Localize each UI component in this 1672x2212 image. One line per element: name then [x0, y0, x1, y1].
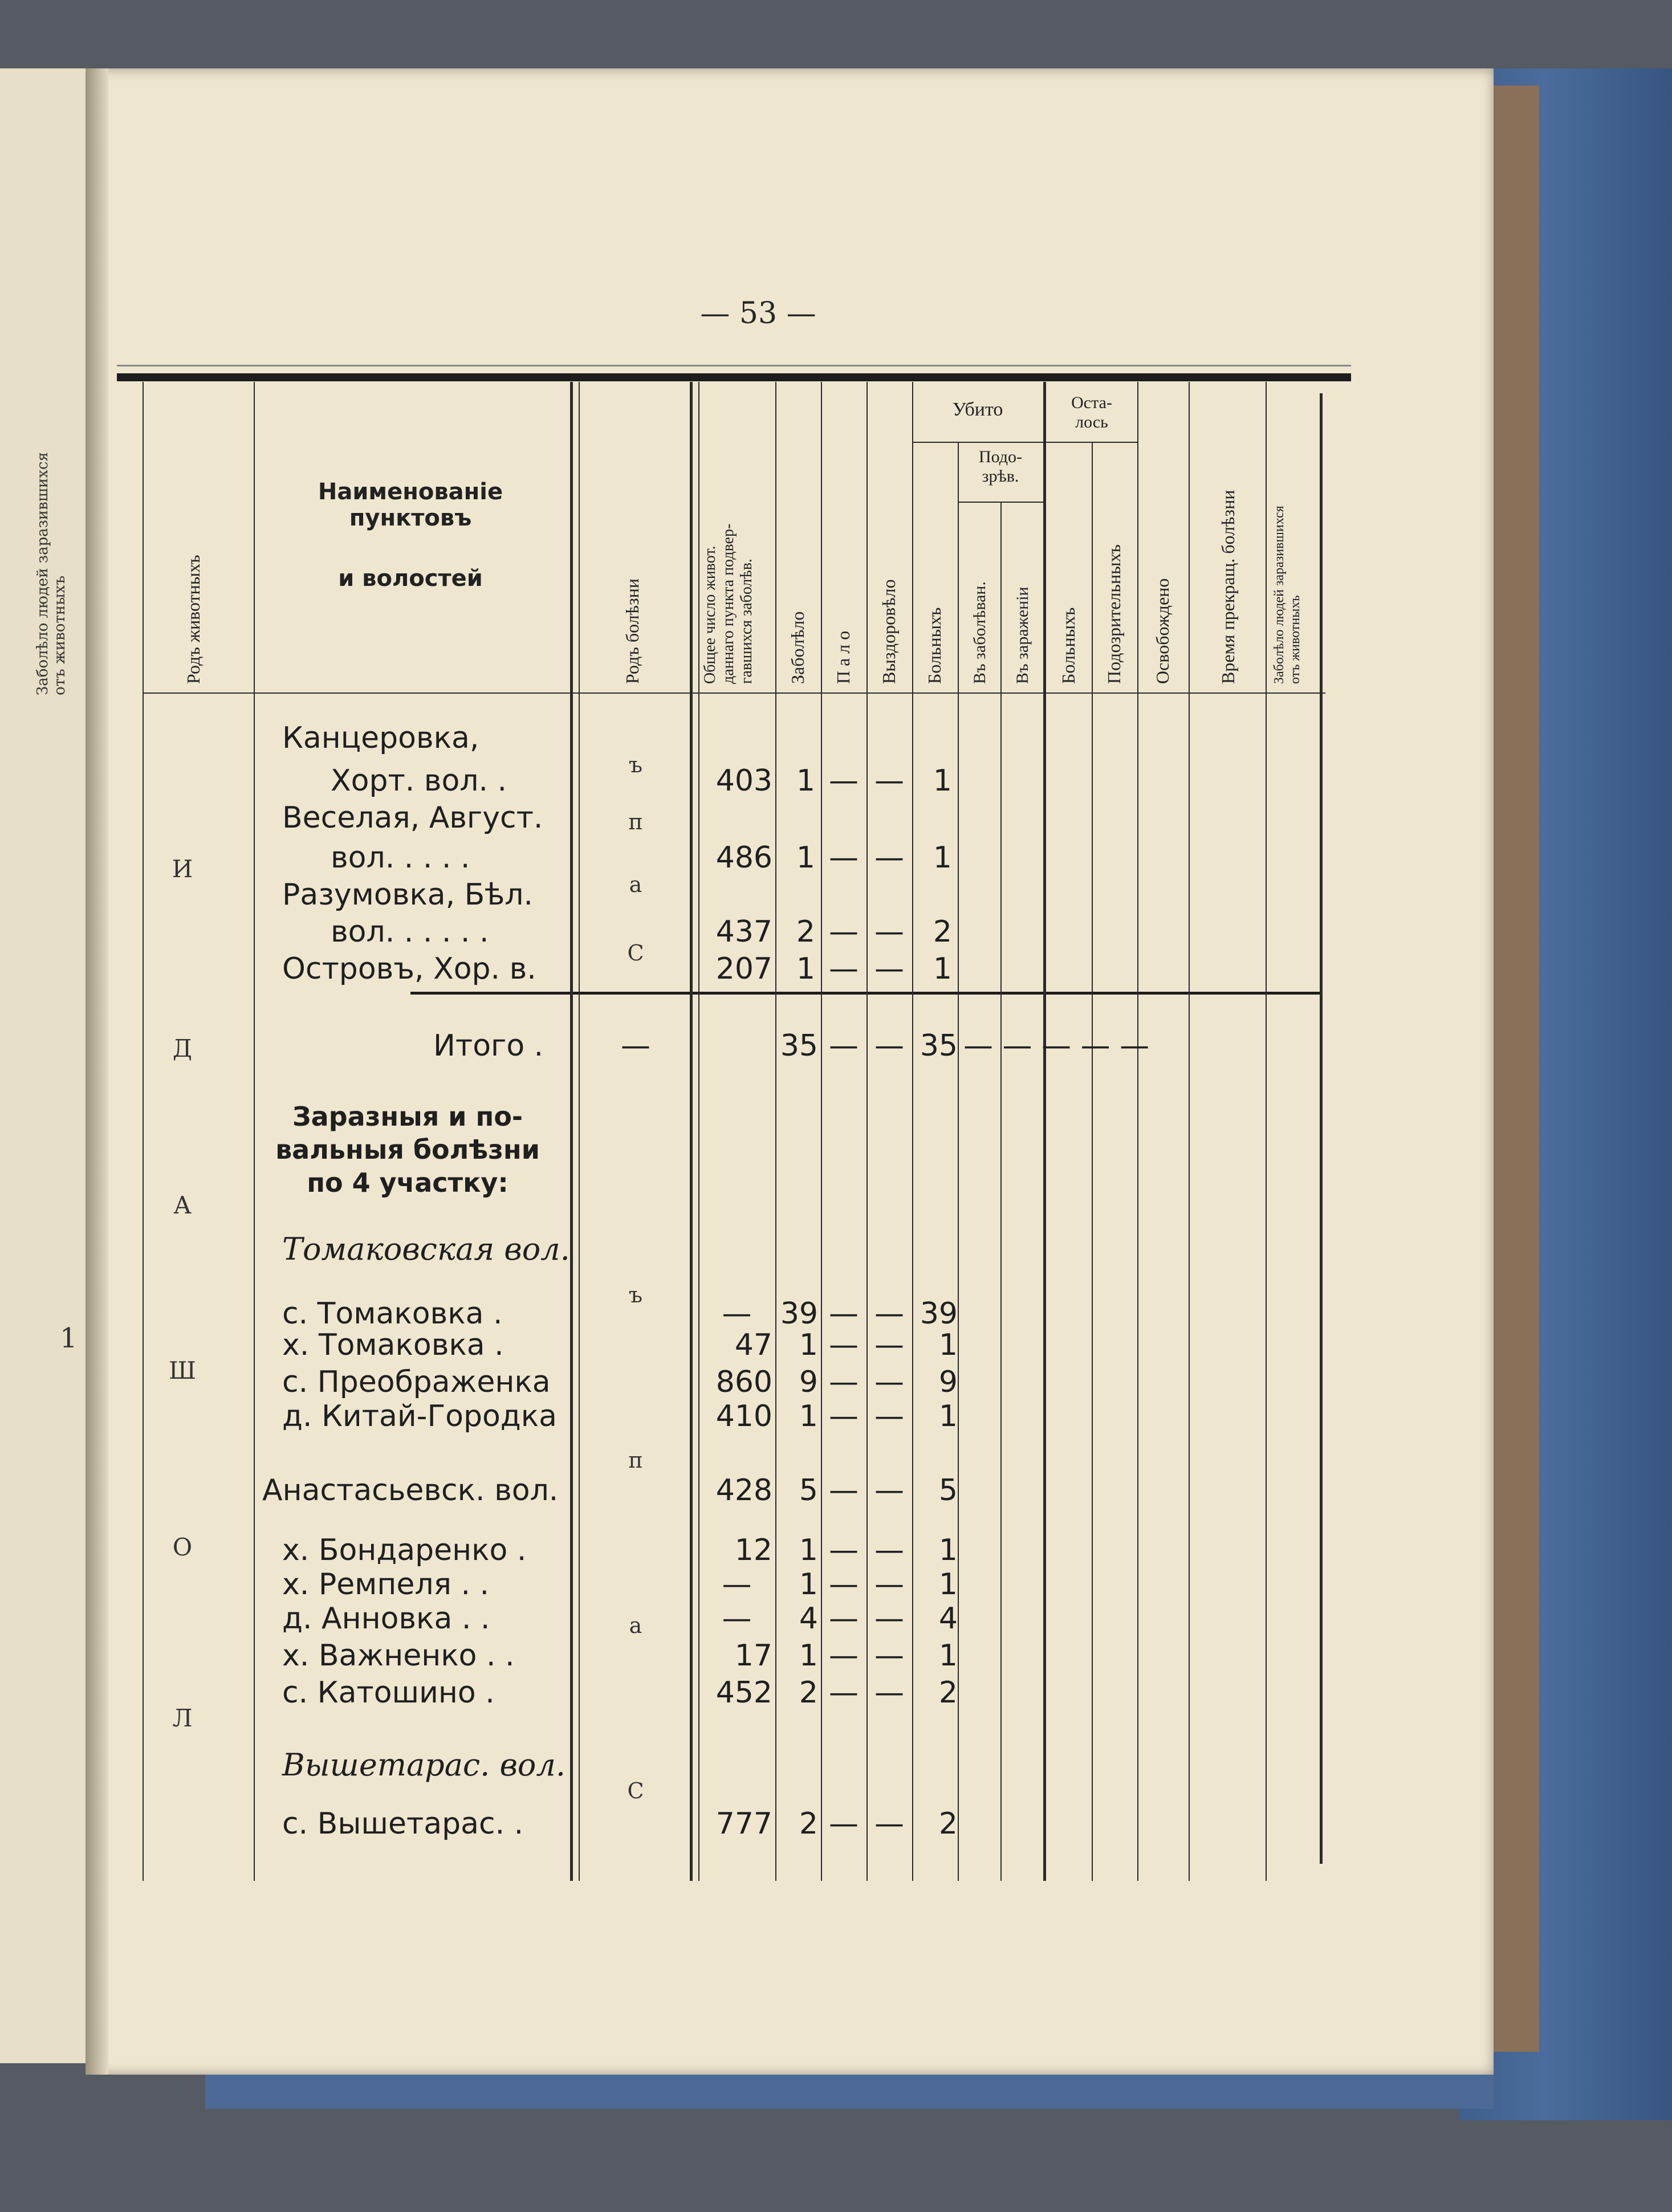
- row-name: вол. . . . . .: [331, 915, 489, 949]
- ill-cell: 2: [799, 1676, 818, 1710]
- book-spine-edge: [1488, 85, 1539, 2052]
- died-cell: —: [829, 1365, 859, 1399]
- section-title-line: Заразныя и по-: [292, 1101, 523, 1132]
- row-name: Канцеровка,: [282, 721, 479, 755]
- row-name: х. Важненко . .: [282, 1639, 515, 1673]
- header-remained-sick: Больныхъ: [1058, 607, 1079, 684]
- sick-cell: 35: [920, 1029, 958, 1063]
- recovered-cell: —: [874, 1399, 904, 1433]
- died-cell: —: [829, 952, 859, 986]
- total-cell: 428: [715, 1473, 772, 1508]
- sick-cell: 39: [920, 1297, 958, 1331]
- died-cell: —: [829, 1639, 859, 1673]
- died-cell: —: [829, 1807, 859, 1841]
- header-died: П а л о: [833, 630, 853, 684]
- row-name: х. Ремпеля . .: [282, 1567, 490, 1602]
- col-line: [579, 382, 580, 1881]
- disease-letter: п: [628, 1448, 643, 1473]
- sick-cell: 1: [938, 1328, 958, 1362]
- row-name: с. Катошино .: [282, 1676, 495, 1710]
- sick-cell: 1: [933, 841, 952, 875]
- row-name: д. Анновка . .: [282, 1602, 490, 1636]
- recovered-cell: —: [874, 1639, 904, 1673]
- section-title-line: вальныя болѣзни: [275, 1134, 540, 1165]
- ill-cell: 5: [799, 1473, 818, 1508]
- died-cell: —: [829, 1029, 859, 1063]
- header-killed-sick: Больныхъ: [924, 607, 945, 684]
- left-page-header: Заболѣло людей заразившихся отъ животныхъ: [34, 452, 68, 695]
- sick-cell: 2: [933, 915, 952, 949]
- row-name: вол. . . . .: [331, 841, 470, 875]
- recovered-cell: —: [874, 1365, 904, 1399]
- sick-cell: 1: [933, 952, 952, 986]
- col-line: [143, 382, 144, 1881]
- recovered-cell: —: [874, 1029, 904, 1063]
- volost-heading: Томаковская вол.: [282, 1231, 570, 1267]
- col-line: [570, 382, 573, 1881]
- sick-cell: 2: [938, 1807, 958, 1841]
- total-cell: —: [722, 1602, 752, 1636]
- col-line: [1092, 442, 1093, 1881]
- col-line: [958, 442, 959, 1881]
- total-cell: 860: [715, 1365, 772, 1399]
- total-cell: 47: [734, 1328, 772, 1362]
- ill-cell: 1: [796, 841, 815, 875]
- total-cell: 410: [715, 1399, 772, 1433]
- header-names-line2: и волостей: [338, 565, 483, 592]
- header-remained: Оста- лось: [1071, 393, 1112, 431]
- died-cell: —: [829, 764, 859, 798]
- page-gutter: [86, 68, 108, 2075]
- recovered-cell: —: [874, 841, 904, 875]
- ill-cell: 1: [799, 1328, 818, 1362]
- col-line: [1043, 382, 1046, 1881]
- total-cell: 452: [715, 1676, 772, 1710]
- col-line: [1320, 393, 1323, 1864]
- ill-cell: 1: [799, 1533, 818, 1567]
- animal-kind-letter: Л: [172, 1704, 193, 1732]
- recovered-cell: —: [874, 952, 904, 986]
- died-cell: —: [829, 1676, 859, 1710]
- ill-cell: 9: [799, 1365, 818, 1399]
- recovered-cell: —: [874, 1567, 904, 1602]
- volost-heading: Анастасьевск. вол.: [262, 1473, 559, 1508]
- recovered-cell: —: [874, 1533, 904, 1567]
- col-line: [1137, 382, 1138, 1881]
- animal-kind-letter: О: [172, 1533, 193, 1561]
- sick-cell: 2: [938, 1676, 958, 1710]
- row-name: д. Китай-Городка: [282, 1399, 558, 1433]
- ill-cell: 2: [799, 1807, 818, 1841]
- header-released: Освобождено: [1152, 578, 1173, 684]
- animal-kind-letter: И: [172, 855, 193, 883]
- killed-sub-rule: [912, 442, 1043, 443]
- col-line: [690, 382, 693, 1881]
- sick-cell: 1: [938, 1639, 958, 1673]
- row-name: с. Вышетарас. .: [282, 1807, 524, 1841]
- disease-letter: а: [629, 872, 642, 897]
- sick-cell: 9: [938, 1365, 958, 1399]
- total-cell: 437: [715, 915, 772, 949]
- header-names: [257, 479, 564, 626]
- died-cell: —: [829, 1297, 859, 1331]
- header-names-line1: Наименованіе пунктовъ: [318, 479, 503, 531]
- ill-cell: 1: [799, 1567, 818, 1602]
- died-cell: —: [829, 1533, 859, 1567]
- recovered-cell: —: [874, 1297, 904, 1331]
- disease-letter: ъ: [628, 752, 643, 777]
- header-bottom-rule: [143, 692, 1325, 694]
- disease-letter: С: [627, 940, 644, 966]
- sick-cell: 1: [938, 1533, 958, 1567]
- section-title-line: по 4 участку:: [307, 1167, 508, 1198]
- row-name: Хорт. вол. .: [331, 764, 507, 798]
- recovered-cell: —: [874, 764, 904, 798]
- total-cell: 403: [715, 764, 772, 798]
- died-cell: —: [829, 1328, 859, 1362]
- header-in-infection: Въ зараженіи: [1013, 586, 1032, 684]
- total-cell: —: [722, 1567, 752, 1602]
- died-cell: —: [829, 1567, 859, 1602]
- total-cell: 777: [715, 1807, 772, 1841]
- total-cell: 486: [715, 841, 772, 875]
- volost-heading: Вышетарас. вол.: [282, 1747, 566, 1783]
- col-line: [698, 382, 699, 1881]
- recovered-cell: —: [874, 1328, 904, 1362]
- ill-cell: 4: [799, 1602, 818, 1636]
- col-line: [254, 382, 255, 1881]
- header-fell-ill: Заболѣло: [787, 611, 808, 684]
- row-name: с. Томаковка .: [282, 1297, 503, 1331]
- header-suspected: Подо- зрѣв.: [978, 447, 1023, 486]
- disease-letter: ъ: [628, 1282, 643, 1307]
- row-name: Разумовка, Бѣл.: [282, 878, 534, 912]
- total-cell: 12: [734, 1533, 772, 1567]
- total-cell: —: [621, 1029, 650, 1063]
- recovered-cell: —: [874, 1602, 904, 1636]
- header-people-infected: Заболѣло людей заразившихся отъ животныхъ: [1272, 506, 1303, 684]
- header-killed: Убито: [952, 399, 1003, 420]
- table-top-thin-rule: [117, 365, 1351, 366]
- died-cell: —: [829, 915, 859, 949]
- recovered-cell: —: [874, 1676, 904, 1710]
- ill-cell: 1: [799, 1399, 818, 1433]
- total-cell: 17: [734, 1639, 772, 1673]
- died-cell: —: [829, 1399, 859, 1433]
- ill-cell: 1: [796, 952, 815, 986]
- recovered-cell: —: [874, 1807, 904, 1841]
- ill-cell: 39: [780, 1297, 818, 1331]
- animal-kind-letter: Д: [172, 1034, 193, 1062]
- col-line: [1189, 382, 1190, 1881]
- disease-letter: п: [628, 809, 643, 834]
- ill-cell: 2: [796, 915, 815, 949]
- header-disease: Родъ болѣзни: [622, 579, 642, 684]
- row-name: Островъ, Хор. в.: [282, 952, 536, 986]
- sick-cell: 1: [933, 764, 952, 798]
- header-end-time: Время прекращ. болѣзни: [1218, 490, 1238, 684]
- book-bottom-edge: [205, 2075, 1494, 2109]
- row-name: х. Томаковка .: [282, 1328, 504, 1362]
- ill-cell: 1: [796, 764, 815, 798]
- header-animal-kind: Родъ животныхъ: [183, 555, 204, 684]
- sick-cell: 1: [938, 1399, 958, 1433]
- died-cell: —: [829, 1473, 859, 1508]
- sick-cell: 4: [938, 1602, 958, 1636]
- header-remained-suspected: Подозрительныхъ: [1104, 544, 1124, 684]
- rest-cells: — — — — —: [963, 1029, 1150, 1063]
- animal-kind-letter: Ш: [169, 1356, 196, 1384]
- total-cell: —: [722, 1297, 752, 1331]
- header-recovered: Выздоровѣло: [878, 579, 899, 684]
- disease-letter: С: [627, 1778, 644, 1803]
- row-name: с. Преображенка: [282, 1365, 551, 1399]
- ill-cell: 35: [780, 1029, 818, 1063]
- left-page-value: 1: [60, 1322, 78, 1354]
- sick-cell: 5: [938, 1473, 958, 1508]
- total-cell: 207: [715, 952, 772, 986]
- section-title: [259, 1100, 556, 1199]
- row-name: Веселая, Август.: [282, 801, 543, 835]
- header-total-animals: Общее число живот. даннаго пункта подвер- гавшихся заболѣв.: [701, 523, 755, 684]
- recovered-cell: —: [874, 915, 904, 949]
- header-in-disease: Въ заболѣван.: [970, 581, 989, 684]
- died-cell: —: [829, 841, 859, 875]
- page-number: — 53 —: [700, 296, 816, 331]
- sick-cell: 1: [938, 1567, 958, 1602]
- total-label: Итого .: [433, 1029, 544, 1063]
- disease-letter: а: [629, 1613, 642, 1638]
- recovered-cell: —: [874, 1473, 904, 1508]
- col-line: [1000, 502, 1002, 1881]
- ill-cell: 1: [799, 1639, 818, 1673]
- row-name: х. Бондаренко .: [282, 1533, 527, 1567]
- animal-kind-letter: А: [173, 1191, 192, 1219]
- col-line: [1266, 382, 1267, 1881]
- died-cell: —: [829, 1602, 859, 1636]
- table-top-rule: [117, 373, 1351, 381]
